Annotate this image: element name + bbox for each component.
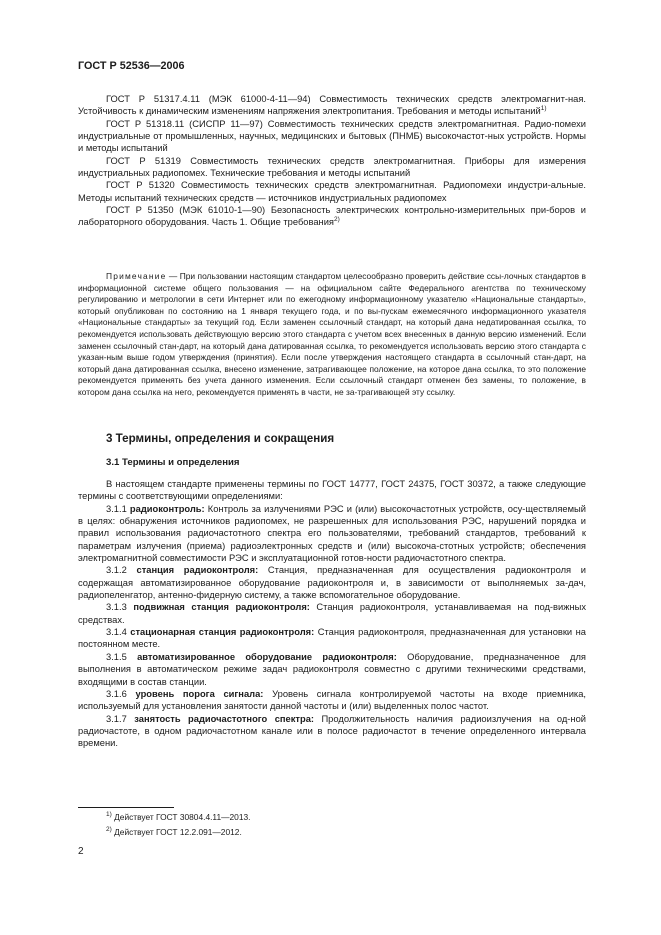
term-name: автоматизированное оборудование радиоконтроля:: [137, 651, 397, 662]
note-block: [78, 271, 586, 399]
term-name: занятость радиочастотного спектра:: [134, 713, 315, 724]
footnote-ref[interactable]: 2): [334, 216, 340, 224]
reference-item: ГОСТ Р 51350 (МЭК 61010-1—90) Безопасность электрических контрольно-измерительных при-боров и лабораторного оборудования. Часть 1. Общие требования$^{2)}$: [78, 205, 586, 228]
reference-item: ГОСТ Р 51319 Совместимость технических средств электромагнитная. Приборы для измерения индустриальных радиопомех. Технические требования и методы испытаний: [78, 155, 586, 179]
page-number: 2: [78, 846, 84, 857]
note-text: — При пользовании настоящим стандартом целесообразно проверить действие ссы-лочных стандартов в информационной системе общего пользования — на официальном сайте Федерального агентства по техническому регулированию и метрологии в сети Интернет или по ежегодному информационному указателю «Национальные стандарты», который опубликован по состоянию на 1 января текущего года, и по вы-пускам ежемесячного информационного указателя «Национальные стандарты» за текущий год. Если заменен ссылочный стандарт, на который дана недатированная ссылка, то рекомендуется использовать действующую версию этого стандарта с учетом всех внесенных в данную версию изменений. Если заменен ссылочный стан-дарт, на который дана датированная ссылка, то рекомендуется использовать версию этого стандарта с указан-ным выше годом утверждения (принятия). Если после утверждения настоящего стандарта в ссылочный стан-дарт, на который дана датированная ссылка, внесено изменение, затрагивающее положение, на которое дана ссылка, то это положение рекомендуется применять без учета данного изменения. Если ссылочный стандарт отменен без замены, то положение, в котором дана ссылка на него, рекомендуется применять в части, не за-трагивающей эту ссылку.: [78, 271, 586, 397]
term-item: 3.1.6 уровень порога сигнала: Уровень сигнала контролируемой частоты на входе приемника, используемый для установления занятости данной частоты и (или) выделенных полос частот.: [78, 688, 586, 712]
reference-item: ГОСТ Р 51317.4.11 (МЭК 61000-4-11—94) Совместимость технических средств электромагнит-ная. Устойчивость к динамическим изменениям напряжения электропитания. Требования и методы испытаний$^{1)}$: [78, 94, 586, 117]
term-item: 3.1.1 радиоконтроль: Контроль за излучениями РЭС и (или) высокочастотных устройств, осу-ществляемый в целях: обнаружения источников радиопомех, не разрешенных для использования РЭС, нарушений порядка и правил использования радиочастотного спектра его пользователями, требований стандартов, требований к параметрам излучения (приема) радиоэлектронных средств и (или) высокоча-стотных устройств; обеспечения электромагнитной совместимости РЭС и эксплуатационной готов-ности радиочастотного спектра.: [78, 503, 586, 564]
term-item: 3.1.4 стационарная станция радиоконтроля: Станция радиоконтроля, предназначенная для установки на постоянном месте.: [78, 627, 586, 650]
reference-item: ГОСТ Р 51318.11 (СИСПР 11—97) Совместимость технических средств электромагнитная. Радио-помехи индустриальные от промышленных, научных, медицинских и бытовых (ПНМБ) высокочастот-ных устройств. Нормы и методы испытаний: [78, 118, 586, 154]
reference-item: ГОСТ Р 51320 Совместимость технических средств электромагнитная. Радиопомехи индустри-альные. Методы испытаний технических средств — источников индустриальных радиопомех: [78, 180, 586, 203]
document-header: ГОСТ Р 52536—2006: [78, 60, 185, 72]
term-name: радиоконтроль:: [129, 503, 205, 514]
term-name: уровень порога сигнала:: [135, 688, 264, 699]
subsection-title: 3.1 Термины и определения: [106, 457, 240, 468]
note-label: Примечание: [106, 271, 167, 281]
normative-references: [78, 93, 586, 229]
term-item: 3.1.3 подвижная станция радиоконтроля: Станция радиоконтроля, устанавливаемая на под-вижных средствах.: [78, 602, 586, 625]
term-item: 3.1.7 занятость радиочастотного спектра: Продолжительность наличия радиоизлучения на од-ной радиочастоте, в одном радиочастотном канале или в полосе радиочастот в течение определенного интервала времени.: [78, 713, 586, 749]
footnote-divider: [78, 807, 174, 808]
term-name: подвижная станция радиоконтроля:: [133, 602, 310, 613]
footnote-2: $^{2)}$ Действует ГОСТ 12.2.091—2012.: [106, 826, 242, 837]
footnote-ref[interactable]: 1): [540, 105, 547, 113]
terms-list: [78, 478, 586, 750]
term-name: станция радиоконтроля:: [136, 565, 259, 576]
term-item: 3.1.2 станция радиоконтроля: Станция, предназначенная для осуществления радиоконтроля и содержащая автоматизированное оборудование радиоконтроля и, в зависимости от выполняемых за-дач, радиопеленгатор, антенно-фидерную систему, а также вспомогательное оборудование.: [78, 565, 586, 601]
term-name: стационарная станция радиоконтроля:: [130, 627, 315, 638]
footnote-1: $^{1)}$ Действует ГОСТ 30804.4.11—2013.: [106, 811, 251, 822]
term-item: 3.1.5 автоматизированное оборудование радиоконтроля: Оборудование, предназначенное для выполнения в автоматическом режиме задач радиоконтроля совместно с другими техническими средствами, входящими в состав станции.: [78, 651, 586, 687]
section-title: 3 Термины, определения и сокращения: [106, 432, 335, 445]
intro-paragraph: В настоящем стандарте применены термины по ГОСТ 14777, ГОСТ 24375, ГОСТ 30372, а также следующие термины с соответствующими определениями:: [78, 479, 586, 502]
